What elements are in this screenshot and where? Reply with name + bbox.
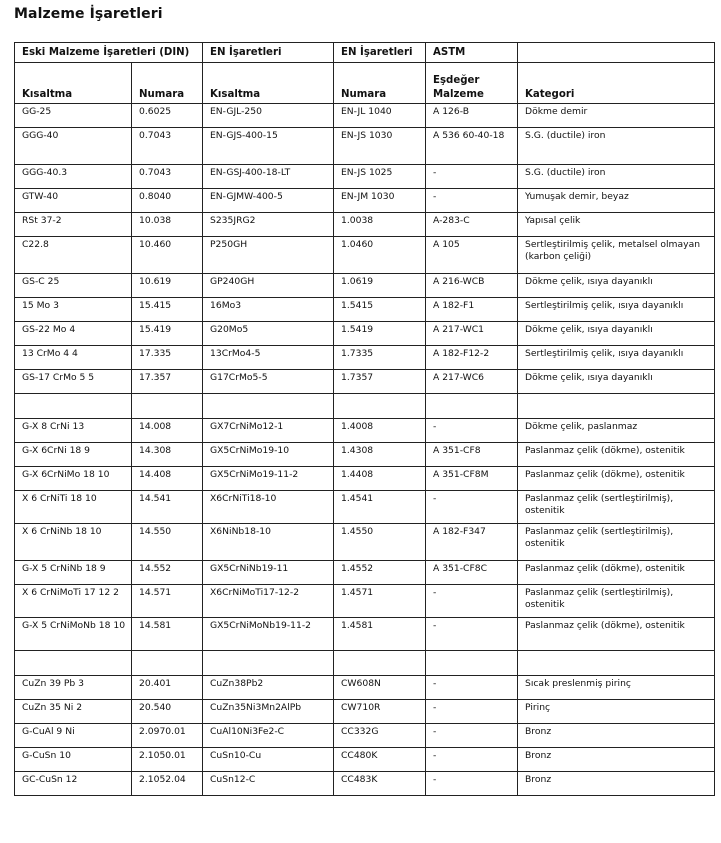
din-abbrev-cell: X 6 CrNiNb 18 10 [15,524,132,561]
table-row [15,724,715,748]
en-abbrev-cell: EN-GJMW-400-5 [203,189,334,213]
astm-equivalent-cell [426,651,518,676]
en-abbrev-cell: CuAl10Ni3Fe2-C [203,724,334,748]
table-row [15,772,715,796]
table-row [15,700,715,724]
table-row [15,419,715,443]
en-abbrev-cell: S235JRG2 [203,213,334,237]
category-cell: Bronz [518,724,715,748]
en-abbrev-cell: 16Mo3 [203,298,334,322]
category-cell: S.G. (ductile) iron [518,128,715,165]
table-row [15,748,715,772]
en-number-cell: 1.0038 [334,213,426,237]
separator-row [15,651,715,676]
en-abbrev-cell: 13CrMo4-5 [203,346,334,370]
din-number-cell [132,394,203,419]
en-abbrev-cell: GX5CrNiMo19-11-2 [203,467,334,491]
category-cell: Yapısal çelik [518,213,715,237]
en-abbrev-cell: X6CrNiMoTi17-12-2 [203,585,334,618]
category-cell: Pirinç [518,700,715,724]
group-header-blank [518,43,715,63]
din-abbrev-cell: RSt 37-2 [15,213,132,237]
astm-equivalent-cell: - [426,748,518,772]
category-cell: Dökme demir [518,104,715,128]
din-number-cell: 14.552 [132,561,203,585]
astm-equivalent-cell [426,394,518,419]
category-cell: Paslanmaz çelik (sertleştirilmiş), ostenitik [518,491,715,524]
astm-equivalent-cell: A 217-WC1 [426,322,518,346]
group-header-row [15,43,715,63]
astm-equivalent-cell: A 217-WC6 [426,370,518,394]
din-abbrev-cell: G-X 5 CrNiMoNb 18 10 [15,618,132,651]
en-number-cell: 1.7357 [334,370,426,394]
col-header-astm-equivalent: Eşdeğer Malzeme [426,63,518,104]
en-abbrev-cell: P250GH [203,237,334,274]
en-number-cell [334,394,426,419]
astm-equivalent-cell: - [426,618,518,651]
din-number-cell: 10.460 [132,237,203,274]
en-number-cell: 1.4552 [334,561,426,585]
table-row [15,104,715,128]
din-number-cell [132,651,203,676]
din-abbrev-cell [15,651,132,676]
category-cell [518,394,715,419]
table-row [15,524,715,561]
din-number-cell: 14.408 [132,467,203,491]
astm-equivalent-cell: A 182-F1 [426,298,518,322]
din-abbrev-cell: GG-25 [15,104,132,128]
din-abbrev-cell: GGG-40.3 [15,165,132,189]
en-number-cell: CC483K [334,772,426,796]
group-header-en-2: EN İşaretleri [334,43,426,63]
din-number-cell: 2.1050.01 [132,748,203,772]
en-abbrev-cell: GX7CrNiMo12-1 [203,419,334,443]
en-number-cell: 1.4308 [334,443,426,467]
en-number-cell: EN-JL 1040 [334,104,426,128]
en-abbrev-cell: GX5CrNiMoNb19-11-2 [203,618,334,651]
category-cell: Paslanmaz çelik (dökme), ostenitik [518,561,715,585]
table-row [15,467,715,491]
astm-equivalent-cell: - [426,724,518,748]
table-row [15,213,715,237]
astm-equivalent-cell: - [426,676,518,700]
en-number-cell: EN-JM 1030 [334,189,426,213]
astm-equivalent-cell: - [426,491,518,524]
en-abbrev-cell: GX5CrNiNb19-11 [203,561,334,585]
category-cell: Sertleştirilmiş çelik, metalsel olmayan (karbon çeliği) [518,237,715,274]
en-abbrev-cell: CuZn38Pb2 [203,676,334,700]
en-number-cell: 1.5419 [334,322,426,346]
en-abbrev-cell: EN-GJL-250 [203,104,334,128]
astm-equivalent-cell: - [426,419,518,443]
en-number-cell: CC332G [334,724,426,748]
din-abbrev-cell: CuZn 35 Ni 2 [15,700,132,724]
astm-equivalent-cell: - [426,585,518,618]
astm-equivalent-cell: A 351-CF8 [426,443,518,467]
table-row [15,443,715,467]
din-number-cell: 15.415 [132,298,203,322]
astm-equivalent-cell: A 182-F347 [426,524,518,561]
en-abbrev-cell: EN-GJS-400-15 [203,128,334,165]
din-number-cell: 14.541 [132,491,203,524]
din-abbrev-cell: G-X 8 CrNi 13 [15,419,132,443]
din-number-cell: 15.419 [132,322,203,346]
din-abbrev-cell: GS-C 25 [15,274,132,298]
din-number-cell: 20.401 [132,676,203,700]
en-abbrev-cell: G17CrMo5-5 [203,370,334,394]
din-number-cell: 14.571 [132,585,203,618]
en-number-cell: 1.4541 [334,491,426,524]
category-cell: Paslanmaz çelik (dökme), ostenitik [518,443,715,467]
astm-equivalent-cell: A 351-CF8M [426,467,518,491]
category-cell: Bronz [518,748,715,772]
astm-equivalent-cell: - [426,165,518,189]
din-number-cell: 14.008 [132,419,203,443]
category-cell [518,651,715,676]
table-row [15,346,715,370]
en-abbrev-cell: CuSn10-Cu [203,748,334,772]
en-abbrev-cell: G20Mo5 [203,322,334,346]
en-abbrev-cell: X6CrNiTi18-10 [203,491,334,524]
category-cell: Dökme çelik, ısıya dayanıklı [518,370,715,394]
din-number-cell: 2.0970.01 [132,724,203,748]
din-number-cell: 14.308 [132,443,203,467]
table-row [15,370,715,394]
column-header-row [15,63,715,104]
din-number-cell: 0.7043 [132,165,203,189]
en-number-cell: EN-JS 1030 [334,128,426,165]
en-abbrev-cell: CuSn12-C [203,772,334,796]
din-number-cell: 20.540 [132,700,203,724]
en-number-cell: 1.5415 [334,298,426,322]
en-number-cell: 1.4550 [334,524,426,561]
din-abbrev-cell: GS-22 Mo 4 [15,322,132,346]
en-abbrev-cell [203,394,334,419]
din-abbrev-cell: G-X 6CrNiMo 18 10 [15,467,132,491]
din-number-cell: 14.550 [132,524,203,561]
en-abbrev-cell: CuZn35Ni3Mn2AlPb [203,700,334,724]
table-row [15,561,715,585]
en-abbrev-cell: GX5CrNiMo19-10 [203,443,334,467]
astm-equivalent-cell: A 126-B [426,104,518,128]
en-number-cell: 1.4408 [334,467,426,491]
en-abbrev-cell: GP240GH [203,274,334,298]
en-number-cell: 1.4008 [334,419,426,443]
astm-equivalent-cell: A 216-WCB [426,274,518,298]
category-cell: Dökme çelik, ısıya dayanıklı [518,274,715,298]
table-row [15,274,715,298]
en-number-cell: 1.0460 [334,237,426,274]
table-row [15,618,715,651]
en-number-cell: CW608N [334,676,426,700]
col-header-category: Kategori [518,63,715,104]
din-number-cell: 17.357 [132,370,203,394]
en-number-cell: 1.4581 [334,618,426,651]
table-row [15,128,715,165]
din-number-cell: 0.6025 [132,104,203,128]
category-cell: Paslanmaz çelik (sertleştirilmiş), ostenitik [518,524,715,561]
category-cell: Sıcak preslenmiş pirinç [518,676,715,700]
category-cell: Sertleştirilmiş çelik, ısıya dayanıklı [518,298,715,322]
din-abbrev-cell: G-CuSn 10 [15,748,132,772]
din-number-cell: 10.038 [132,213,203,237]
category-cell: Paslanmaz çelik (dökme), ostenitik [518,467,715,491]
col-header-en-number: Numara [334,63,426,104]
din-number-cell: 10.619 [132,274,203,298]
astm-equivalent-cell: - [426,700,518,724]
din-abbrev-cell: X 6 CrNiTi 18 10 [15,491,132,524]
astm-equivalent-cell: A 105 [426,237,518,274]
en-number-cell: 1.7335 [334,346,426,370]
astm-equivalent-cell: A 182-F12-2 [426,346,518,370]
en-number-cell: 1.4571 [334,585,426,618]
astm-equivalent-cell: A 351-CF8C [426,561,518,585]
category-cell: Bronz [518,772,715,796]
din-abbrev-cell: G-X 5 CrNiNb 18 9 [15,561,132,585]
table-row [15,298,715,322]
en-abbrev-cell: X6NiNb18-10 [203,524,334,561]
group-header-din: Eski Malzeme İşaretleri (DIN) [15,43,203,63]
en-abbrev-cell [203,651,334,676]
astm-equivalent-cell: - [426,772,518,796]
category-cell: Sertleştirilmiş çelik, ısıya dayanıklı [518,346,715,370]
category-cell: Paslanmaz çelik (sertleştirilmiş), ostenitik [518,585,715,618]
din-abbrev-cell: GGG-40 [15,128,132,165]
din-abbrev-cell: G-X 6CrNi 18 9 [15,443,132,467]
din-number-cell: 17.335 [132,346,203,370]
en-abbrev-cell: EN-GSJ-400-18-LT [203,165,334,189]
din-number-cell: 14.581 [132,618,203,651]
astm-equivalent-cell: A 536 60-40-18 [426,128,518,165]
din-number-cell: 2.1052.04 [132,772,203,796]
din-abbrev-cell: CuZn 39 Pb 3 [15,676,132,700]
din-abbrev-cell: G-CuAl 9 Ni [15,724,132,748]
table-row [15,237,715,274]
table-row [15,676,715,700]
group-header-astm: ASTM [426,43,518,63]
en-number-cell [334,651,426,676]
category-cell: Dökme çelik, paslanmaz [518,419,715,443]
en-number-cell: 1.0619 [334,274,426,298]
din-abbrev-cell: GC-CuSn 12 [15,772,132,796]
en-number-cell: CW710R [334,700,426,724]
astm-equivalent-cell: A-283-C [426,213,518,237]
din-number-cell: 0.7043 [132,128,203,165]
category-cell: S.G. (ductile) iron [518,165,715,189]
table-row [15,491,715,524]
din-abbrev-cell: GTW-40 [15,189,132,213]
material-table [14,42,715,796]
category-cell: Yumuşak demir, beyaz [518,189,715,213]
din-abbrev-cell [15,394,132,419]
col-header-en-abbrev: Kısaltma [203,63,334,104]
astm-equivalent-cell: - [426,189,518,213]
en-number-cell: EN-JS 1025 [334,165,426,189]
col-header-din-abbrev: Kısaltma [15,63,132,104]
category-cell: Dökme çelik, ısıya dayanıklı [518,322,715,346]
din-abbrev-cell: X 6 CrNiMoTi 17 12 2 [15,585,132,618]
din-abbrev-cell: 15 Mo 3 [15,298,132,322]
table-row [15,165,715,189]
en-number-cell: CC480K [334,748,426,772]
category-cell: Paslanmaz çelik (dökme), ostenitik [518,618,715,651]
table-row [15,585,715,618]
din-number-cell: 0.8040 [132,189,203,213]
page-title: Malzeme İşaretleri [14,6,163,22]
din-abbrev-cell: GS-17 CrMo 5 5 [15,370,132,394]
din-abbrev-cell: 13 CrMo 4 4 [15,346,132,370]
col-header-din-number: Numara [132,63,203,104]
separator-row [15,394,715,419]
table-row [15,322,715,346]
din-abbrev-cell: C22.8 [15,237,132,274]
table-row [15,189,715,213]
group-header-en-1: EN İşaretleri [203,43,334,63]
